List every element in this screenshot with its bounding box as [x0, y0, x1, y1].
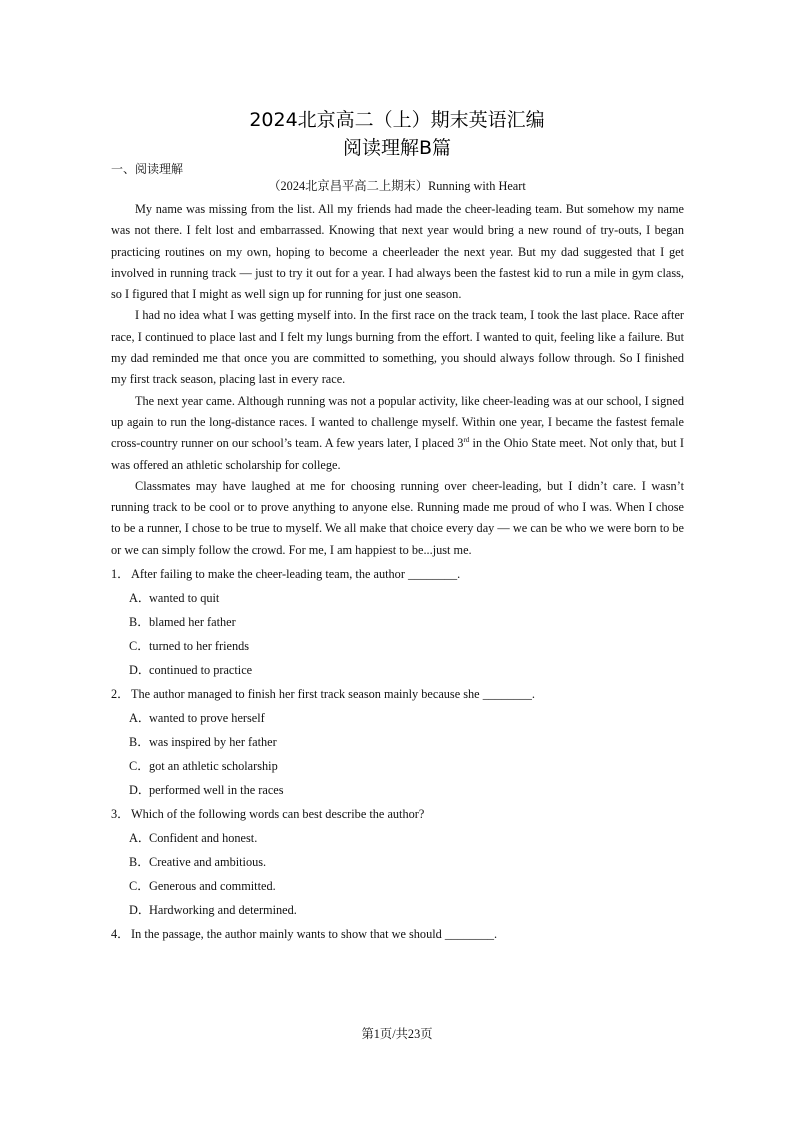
option-letter: B． [129, 855, 150, 869]
option-a[interactable] [111, 826, 684, 850]
question-text: After failing to make the cheer-leading team, the author ________. [131, 567, 461, 581]
question-stem [111, 922, 684, 946]
question-text: In the passage, the author mainly wants to show that we should ________. [131, 927, 498, 941]
option-b[interactable] [111, 730, 684, 754]
option-text: wanted to prove herself [149, 711, 265, 725]
option-text: got an athletic scholarship [149, 759, 278, 773]
option-text: Creative and ambitious. [149, 855, 267, 869]
ordinal-superscript: rd [463, 436, 470, 445]
question-number: 3． [111, 807, 130, 821]
question-3 [111, 802, 684, 922]
option-letter: D． [129, 663, 151, 677]
question-text: Which of the following words can best describe the author? [131, 807, 425, 821]
option-text: Confident and honest. [149, 831, 258, 845]
option-letter: C． [129, 759, 150, 773]
option-c[interactable] [111, 874, 684, 898]
option-letter: A． [129, 831, 151, 845]
passage-paragraph-1: My name was missing from the list. All my friends had made the cheer-leading team. But somehow my name was not there. I felt lost and embarrassed. Knowing that next year would bring a new round of try-outs, I began practicing routines on my own, hoping to become a cheerleader the next year. But my dad suggested that I get involved in running track — just to try it out for a year. I had always been the fastest kid to run a mile in gym class, so I figured that I might as well sign up for running for just one season. [111, 202, 684, 302]
option-b[interactable] [111, 850, 684, 874]
option-letter: C． [129, 879, 150, 893]
reading-passage [111, 199, 684, 561]
option-text: performed well in the races [149, 783, 284, 797]
option-letter: B． [129, 615, 150, 629]
option-b[interactable] [111, 610, 684, 634]
option-text: wanted to quit [149, 591, 220, 605]
option-letter: A． [129, 591, 151, 605]
option-text: Hardworking and determined. [149, 903, 297, 917]
passage-paragraph-3 [111, 391, 684, 476]
option-text: continued to practice [149, 663, 253, 677]
passage-source: （2024北京昌平高二上期末）Running with Heart [268, 179, 526, 193]
option-text: Generous and committed. [149, 879, 276, 893]
paragraph-3-text-b: in the Ohio State meet. Not only that, but I was offered an athletic scholarship for college. [111, 436, 684, 472]
question-number: 1． [111, 567, 130, 581]
option-a[interactable] [111, 586, 684, 610]
section-heading: 一、阅读理解 [111, 162, 184, 176]
option-c[interactable] [111, 754, 684, 778]
option-letter: A． [129, 711, 151, 725]
option-d[interactable] [111, 778, 684, 802]
option-d[interactable] [111, 898, 684, 922]
question-stem [111, 682, 684, 706]
option-letter: C． [129, 639, 150, 653]
question-2 [111, 682, 684, 802]
document-title: 2024北京高二（上）期末英语汇编 [249, 109, 545, 131]
passage-paragraph-4: Classmates may have laughed at me for choosing running over cheer-leading, but I didn’t care. I wasn’t running track to be cool or to prove anything to anyone else. Running made me proud of who I was. When I chose to be a runner, I chose to be true to myself. We all make that choice every day — we can be who we were born to be or we can simply follow the crowd. For me, I am happiest to be...just me. [111, 478, 684, 557]
question-text: The author managed to finish her first track season mainly because she ________. [131, 687, 535, 701]
question-1 [111, 562, 684, 682]
document-subtitle: 阅读理解B篇 [342, 137, 452, 159]
question-number: 2． [111, 687, 130, 701]
option-text: was inspired by her father [149, 735, 277, 749]
passage-paragraph-2: I had no idea what I was getting myself into. In the first race on the track team, I took the last place. Race after race, I continued to place last and I felt my lungs burning from the effort. I wanted to quit, feeling like a failure. But my dad reminded me that once you are committed to something, you should always follow through. So I finished my first track season, placing last in every race. [111, 308, 684, 387]
paragraph-3-text-a: The next year came. Although running was not a popular activity, like cheer-leading was at our school, I signed up again to run the long-distance races. I wanted to challenge myself. Within one year, I became the fastest female cross-country runner on our school’s team. A few years later, I placed 3 [111, 393, 684, 451]
question-stem [111, 562, 684, 586]
question-list [111, 562, 684, 946]
question-4 [111, 922, 684, 946]
page-number: 第1页/共23页 [361, 1027, 433, 1041]
option-c[interactable] [111, 634, 684, 658]
option-letter: B． [129, 735, 150, 749]
option-text: blamed her father [149, 615, 236, 629]
option-letter: D． [129, 783, 151, 797]
option-text: turned to her friends [149, 639, 250, 653]
question-number: 4． [111, 927, 130, 941]
option-d[interactable] [111, 658, 684, 682]
option-a[interactable] [111, 706, 684, 730]
option-letter: D． [129, 903, 151, 917]
question-stem [111, 802, 684, 826]
